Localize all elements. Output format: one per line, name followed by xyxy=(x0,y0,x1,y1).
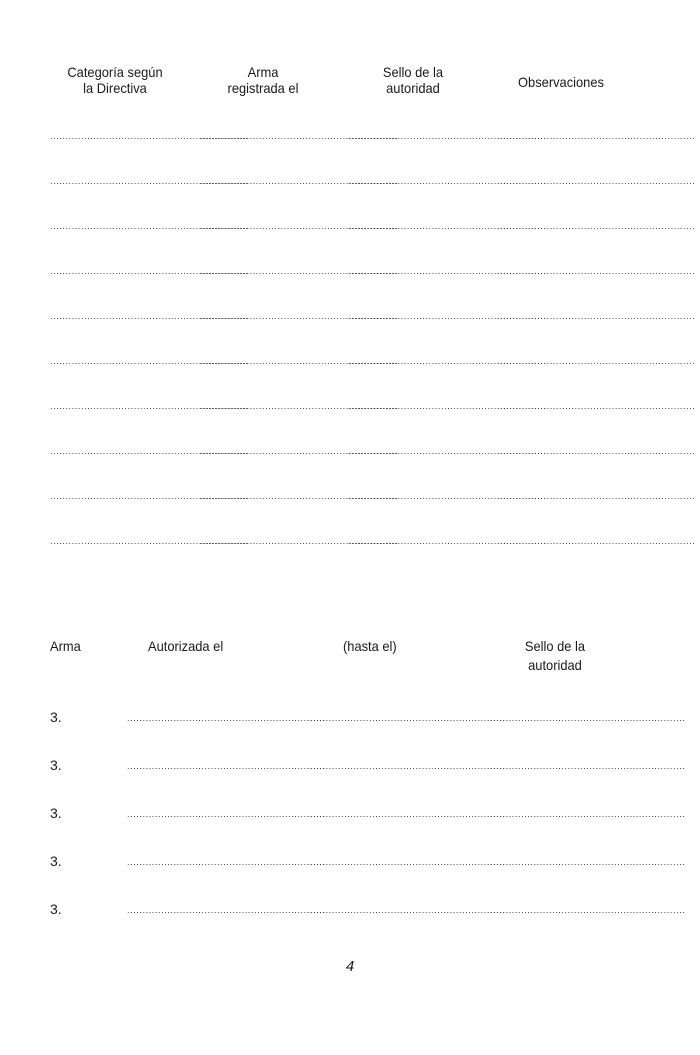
blank-line[interactable]: ................................................................ xyxy=(348,311,547,321)
table1-row xyxy=(0,401,700,417)
blank-line[interactable]: ................................................................ xyxy=(50,356,249,366)
table2-row xyxy=(0,709,700,731)
blank-line[interactable]: ................................................................ xyxy=(348,536,547,546)
blank-line[interactable]: ................................................................ xyxy=(50,446,249,456)
blank-line[interactable]: ................................................................ xyxy=(127,809,326,819)
table1-row xyxy=(0,176,700,192)
header-sello-autoridad: Sello de la autoridad xyxy=(524,638,586,673)
blank-line[interactable]: ................................................................ xyxy=(348,266,547,276)
blank-line[interactable]: ................................................................ xyxy=(200,446,399,456)
header-categoria: Categoría según la Directiva xyxy=(67,64,163,96)
blank-line[interactable]: ................................................................ xyxy=(200,131,399,141)
blank-line[interactable]: ................................................................ xyxy=(200,491,399,501)
blank-line[interactable]: ................................................................ xyxy=(487,809,686,819)
table1-row xyxy=(0,266,700,282)
page-number: 4 xyxy=(345,958,355,975)
blank-line[interactable]: ................................................................ xyxy=(50,266,249,276)
blank-line[interactable]: ................................................................ xyxy=(127,857,326,867)
blank-line[interactable]: ................................................................ xyxy=(50,221,249,231)
header-observaciones: Observaciones xyxy=(518,74,604,90)
table1-row xyxy=(0,446,700,462)
blank-line[interactable]: ................................................................ xyxy=(200,536,399,546)
table1-row xyxy=(0,356,700,372)
blank-line[interactable]: ................................................................ xyxy=(307,761,506,771)
blank-line[interactable]: ................................................................ xyxy=(50,536,249,546)
blank-line[interactable]: ................................................................ xyxy=(307,905,506,915)
table1-row xyxy=(0,131,700,147)
table1-row xyxy=(0,536,700,552)
table2-row xyxy=(0,901,700,923)
blank-line[interactable]: ................................................................ xyxy=(307,809,506,819)
blank-line[interactable]: ................................................................ xyxy=(200,266,399,276)
blank-line[interactable]: ................................................................ xyxy=(497,401,696,411)
blank-line[interactable]: ................................................................ xyxy=(50,401,249,411)
header-arma-registrada: Arma registrada el xyxy=(227,64,299,96)
table1-row xyxy=(0,311,700,327)
blank-line[interactable]: ................................................................ xyxy=(200,356,399,366)
header-arma: Arma xyxy=(50,638,81,654)
row-number: 3. xyxy=(50,853,62,869)
row-number: 3. xyxy=(50,901,62,917)
blank-line[interactable]: ................................................................ xyxy=(50,131,249,141)
table2-row xyxy=(0,757,700,779)
blank-line[interactable]: ................................................................ xyxy=(348,131,547,141)
header-hasta: (hasta el) xyxy=(343,638,397,654)
blank-line[interactable]: ................................................................ xyxy=(497,356,696,366)
table2-header xyxy=(0,637,700,681)
header-autorizada: Autorizada el xyxy=(148,638,224,654)
blank-line[interactable]: ................................................................ xyxy=(497,176,696,186)
header-sello: Sello de la autoridad xyxy=(382,64,444,96)
blank-line[interactable]: ................................................................ xyxy=(200,401,399,411)
blank-line[interactable]: ................................................................ xyxy=(487,905,686,915)
blank-line[interactable]: ................................................................ xyxy=(348,356,547,366)
row-number: 3. xyxy=(50,709,62,725)
table1-header xyxy=(0,64,700,114)
blank-line[interactable]: ................................................................ xyxy=(307,713,506,723)
blank-line[interactable]: ................................................................ xyxy=(487,857,686,867)
blank-line[interactable]: ................................................................ xyxy=(200,221,399,231)
blank-line[interactable]: ................................................................ xyxy=(497,221,696,231)
blank-line[interactable]: ................................................................ xyxy=(348,221,547,231)
blank-line[interactable]: ................................................................ xyxy=(348,401,547,411)
table2-row xyxy=(0,853,700,875)
blank-line[interactable]: ................................................................ xyxy=(50,311,249,321)
blank-line[interactable]: ................................................................ xyxy=(487,713,686,723)
row-number: 3. xyxy=(50,805,62,821)
blank-line[interactable]: ................................................................ xyxy=(348,176,547,186)
blank-line[interactable]: ................................................................ xyxy=(127,761,326,771)
blank-line[interactable]: ................................................................ xyxy=(497,311,696,321)
blank-line[interactable]: ................................................................ xyxy=(50,176,249,186)
blank-line[interactable]: ................................................................ xyxy=(487,761,686,771)
blank-line[interactable]: ................................................................ xyxy=(497,131,696,141)
blank-line[interactable]: ................................................................ xyxy=(200,311,399,321)
blank-line[interactable]: ................................................................ xyxy=(497,446,696,456)
blank-line[interactable]: ................................................................ xyxy=(497,266,696,276)
blank-line[interactable]: ................................................................ xyxy=(127,905,326,915)
table1-row xyxy=(0,491,700,507)
blank-line[interactable]: ................................................................ xyxy=(497,491,696,501)
blank-line[interactable]: ................................................................ xyxy=(50,491,249,501)
blank-line[interactable]: ................................................................ xyxy=(348,446,547,456)
blank-line[interactable]: ................................................................ xyxy=(348,491,547,501)
blank-line[interactable]: ................................................................ xyxy=(497,536,696,546)
blank-line[interactable]: ................................................................ xyxy=(200,176,399,186)
row-number: 3. xyxy=(50,757,62,773)
blank-line[interactable]: ................................................................ xyxy=(307,857,506,867)
table2-row xyxy=(0,805,700,827)
blank-line[interactable]: ................................................................ xyxy=(127,713,326,723)
table1-row xyxy=(0,221,700,237)
